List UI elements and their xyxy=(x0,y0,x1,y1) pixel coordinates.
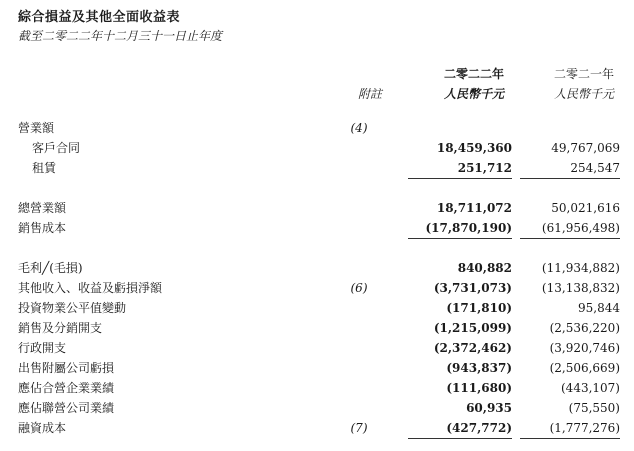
row-label: 營業額 xyxy=(18,121,55,135)
row-label: 投資物業公平值變動 xyxy=(18,301,127,315)
row-current-value: (427,772) xyxy=(446,421,512,435)
subtotal-rule-prior xyxy=(520,438,620,439)
row-prior-value: (3,920,746) xyxy=(549,341,620,355)
row-prior-value: (2,536,220) xyxy=(549,321,620,335)
row-note: (4) xyxy=(350,121,368,135)
row-label: 毛利╱(毛損) xyxy=(18,261,83,275)
table-row-contracts-with-customers xyxy=(0,138,634,158)
subtotal-rule-current xyxy=(408,438,512,439)
current-year-label: 二零二二年 xyxy=(443,67,504,81)
table-row-finance-costs xyxy=(0,418,634,438)
subtotal-rule-prior xyxy=(520,238,620,239)
row-current-value: (111,680) xyxy=(446,381,512,395)
row-prior-value: (61,956,498) xyxy=(541,221,620,235)
row-label: 總營業額 xyxy=(18,201,67,215)
table-row-revenue xyxy=(0,118,634,138)
row-current-value: 840,882 xyxy=(457,261,512,275)
row-current-value: 60,935 xyxy=(466,401,512,415)
row-prior-value: 49,767,069 xyxy=(551,141,620,155)
current-year-column-header xyxy=(412,64,504,104)
table-row-selling-expenses xyxy=(0,318,634,338)
row-prior-value: (1,777,276) xyxy=(549,421,620,435)
row-prior-value: 254,547 xyxy=(570,161,620,175)
table-row-other-income xyxy=(0,278,634,298)
current-year-unit: 人民幣千元 xyxy=(443,87,504,101)
table-row-joint-ventures xyxy=(0,378,634,398)
statement-period: 截至二零二二年十二月三十一日止年度 xyxy=(18,29,223,43)
row-prior-value: (2,506,669) xyxy=(549,361,620,375)
row-label: 行政開支 xyxy=(18,341,67,355)
row-current-value: (171,810) xyxy=(446,301,512,315)
table-row-total-revenue xyxy=(0,198,634,218)
row-note: (6) xyxy=(350,281,368,295)
row-prior-value: (11,934,882) xyxy=(541,261,620,275)
row-note: (7) xyxy=(350,421,368,435)
table-row-investment-property-fv xyxy=(0,298,634,318)
row-current-value: 18,459,360 xyxy=(436,141,512,155)
note-column-header: 附註 xyxy=(357,87,382,101)
row-label: 客戶合同 xyxy=(32,141,81,155)
table-row-leases xyxy=(0,158,634,178)
row-label: 融資成本 xyxy=(18,421,67,435)
prior-year-column-header xyxy=(520,64,614,104)
statement-title: 綜合損益及其他全面收益表 xyxy=(18,10,181,25)
subtotal-rule-current xyxy=(408,238,512,239)
row-label: 租賃 xyxy=(32,161,57,175)
row-label: 其他收入、收益及虧損淨額 xyxy=(18,281,163,295)
row-prior-value: (13,138,832) xyxy=(541,281,620,295)
row-prior-value: (443,107) xyxy=(561,381,620,395)
row-current-value: (943,837) xyxy=(446,361,512,375)
table-row-disposal-loss xyxy=(0,358,634,378)
row-current-value: 18,711,072 xyxy=(436,201,512,215)
prior-year-label: 二零二一年 xyxy=(553,67,614,81)
row-label: 出售附屬公司虧損 xyxy=(18,361,115,375)
prior-year-unit: 人民幣千元 xyxy=(553,87,614,101)
row-current-value: 251,712 xyxy=(457,161,512,175)
row-label: 銷售成本 xyxy=(18,221,67,235)
row-current-value: (1,215,099) xyxy=(433,321,512,335)
row-label: 銷售及分銷開支 xyxy=(18,321,103,335)
row-prior-value: (75,550) xyxy=(568,401,620,415)
row-prior-value: 50,021,616 xyxy=(551,201,620,215)
row-label: 應佔合營企業業績 xyxy=(18,381,115,395)
row-current-value: (3,731,073) xyxy=(433,281,512,295)
row-prior-value: 95,844 xyxy=(578,301,620,315)
row-current-value: (2,372,462) xyxy=(433,341,512,355)
table-row-gross-profit xyxy=(0,258,634,278)
table-row-cost-of-sales xyxy=(0,218,634,238)
table-row-associates xyxy=(0,398,634,418)
row-label: 應佔聯營公司業績 xyxy=(18,401,115,415)
table-row-admin-expenses xyxy=(0,338,634,358)
subtotal-rule-current xyxy=(408,178,512,179)
row-current-value: (17,870,190) xyxy=(425,221,512,235)
subtotal-rule-prior xyxy=(520,178,620,179)
